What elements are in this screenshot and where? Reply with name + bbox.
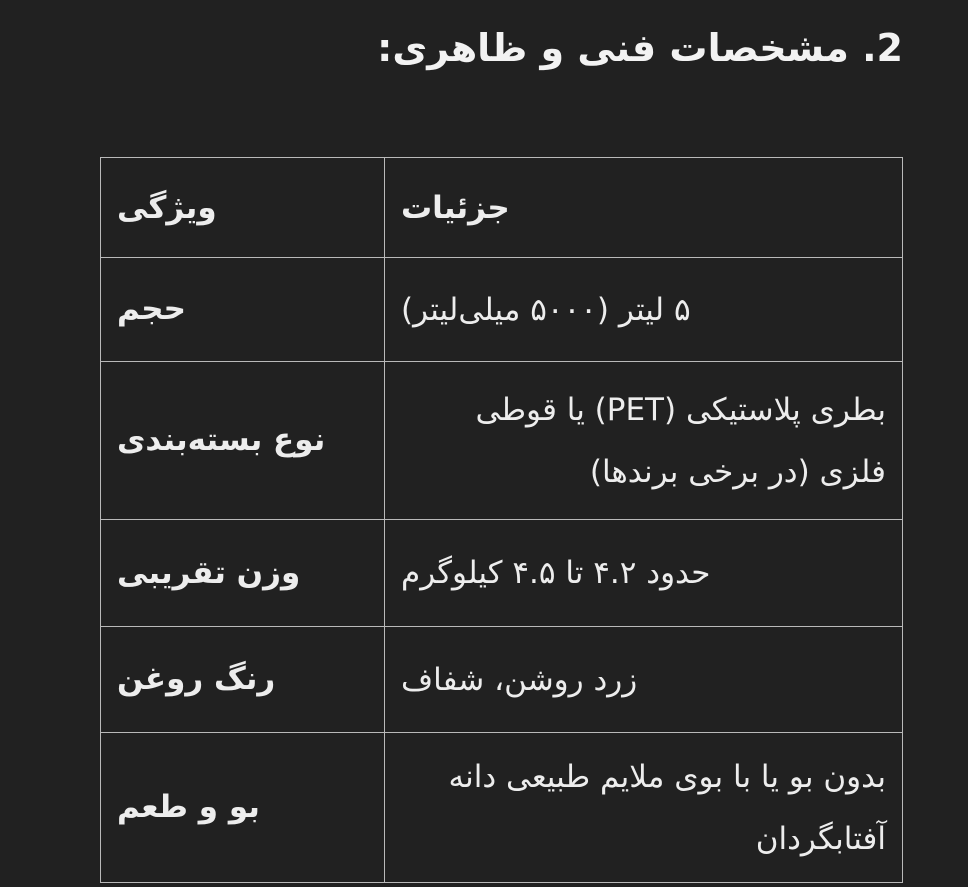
feature-cell: نوع بسته‌بندی	[101, 362, 385, 520]
table-row	[101, 733, 903, 883]
feature-cell: بو و طعم	[101, 733, 385, 883]
page-title: 2. مشخصات فنی و ظاهری:	[377, 26, 903, 70]
table-row	[101, 258, 903, 362]
table-header-row	[101, 158, 903, 258]
detail-cell: بطری پلاستیکی (PET) یا قوطی فلزی (در برخی برندها)	[385, 362, 903, 520]
table-row	[101, 520, 903, 627]
feature-cell: رنگ روغن	[101, 627, 385, 733]
header-cell-details: جزئیات	[385, 158, 903, 258]
detail-cell: حدود ۴.۲ تا ۴.۵ کیلوگرم	[385, 520, 903, 627]
spec-table	[100, 157, 903, 883]
detail-cell: بدون بو یا با بوی ملایم طبیعی دانه آفتابگردان	[385, 733, 903, 883]
detail-cell: زرد روشن، شفاف	[385, 627, 903, 733]
header-cell-feature: ویژگی	[101, 158, 385, 258]
table-row	[101, 627, 903, 733]
table-row	[101, 362, 903, 520]
feature-cell: وزن تقریبی	[101, 520, 385, 627]
detail-cell: ۵ لیتر (۵۰۰۰ میلی‌لیتر)	[385, 258, 903, 362]
feature-cell: حجم	[101, 258, 385, 362]
